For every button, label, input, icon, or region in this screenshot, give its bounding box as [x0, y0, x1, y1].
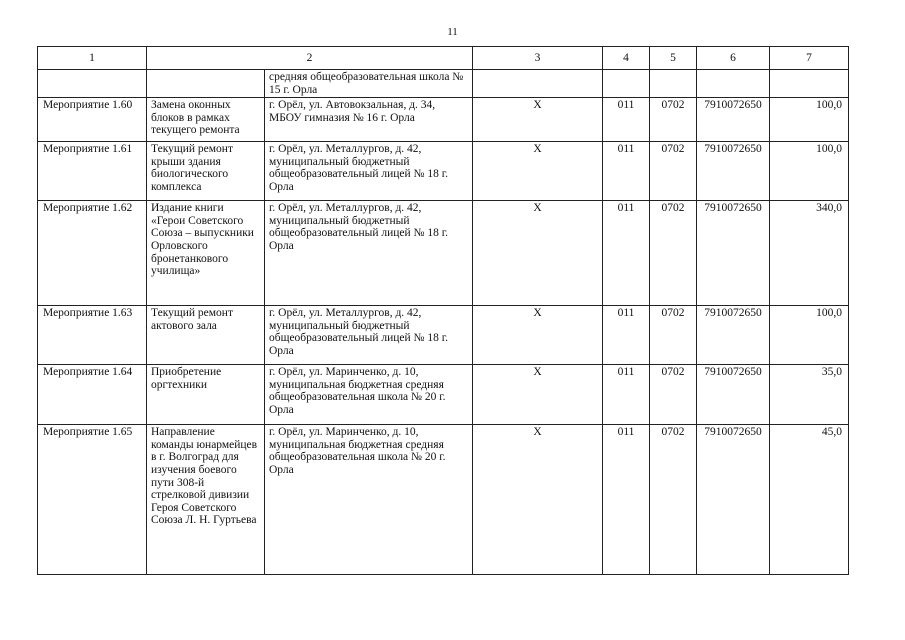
col6-cell: 7910072650	[697, 98, 770, 142]
col5-cell	[650, 70, 697, 98]
table-row	[38, 98, 849, 142]
header-cell-2: 2	[147, 47, 473, 70]
name-cell	[147, 70, 265, 98]
col4-cell: 011	[603, 98, 650, 142]
name-cell: Направление команды юнармейцев в г. Волгоград для изучения боевого пути 308-й стрелковой дивизии Героя Советского Союза Л. Н. Гуртьева	[147, 425, 265, 575]
address-cell: г. Орёл, ул. Металлургов, д. 42, муниципальный бюджетный общеобразовательный лицей № 18 г. Орла	[265, 306, 473, 365]
measure-cell: Мероприятие 1.65	[38, 425, 147, 575]
col6-cell	[697, 70, 770, 98]
address-cell: средняя общеобразовательная школа № 15 г. Орла	[265, 70, 473, 98]
table-row	[38, 425, 849, 575]
col6-cell: 7910072650	[697, 365, 770, 425]
name-cell: Замена оконных блоков в рамках текущего ремонта	[147, 98, 265, 142]
address-cell: г. Орёл, ул. Металлургов, д. 42, муниципальный бюджетный общеобразовательный лицей № 18 г. Орла	[265, 142, 473, 201]
table-row	[38, 306, 849, 365]
budget-table	[37, 46, 849, 575]
page-number: 11	[447, 26, 458, 38]
address-cell: г. Орёл, ул. Маринченко, д. 10, муниципальная бюджетная средняя общеобразовательная школа № 20 г. Орла	[265, 425, 473, 575]
col7-cell: 35,0	[770, 365, 849, 425]
name-cell: Издание книги «Герои Советского Союза – выпускники Орловского бронетанкового училища»	[147, 201, 265, 306]
col7-cell: 100,0	[770, 142, 849, 201]
col7-cell: 45,0	[770, 425, 849, 575]
name-cell: Текущий ремонт актового зала	[147, 306, 265, 365]
col3-cell: Х	[473, 201, 603, 306]
address-cell: г. Орёл, ул. Маринченко, д. 10, муниципальная бюджетная средняя общеобразовательная школа № 20 г. Орла	[265, 365, 473, 425]
header-cell-7: 7	[770, 47, 849, 70]
header-cell-1: 1	[38, 47, 147, 70]
col5-cell: 0702	[650, 142, 697, 201]
col7-cell	[770, 70, 849, 98]
col3-cell: Х	[473, 425, 603, 575]
col7-cell: 340,0	[770, 201, 849, 306]
col4-cell: 011	[603, 365, 650, 425]
col3-cell: Х	[473, 306, 603, 365]
measure-cell: Мероприятие 1.61	[38, 142, 147, 201]
measure-cell: Мероприятие 1.63	[38, 306, 147, 365]
address-cell: г. Орёл, ул. Автовокзальная, д. 34, МБОУ гимназия № 16 г. Орла	[265, 98, 473, 142]
col3-cell: Х	[473, 365, 603, 425]
col5-cell: 0702	[650, 201, 697, 306]
col7-cell: 100,0	[770, 98, 849, 142]
col4-cell	[603, 70, 650, 98]
table-header-row	[38, 47, 849, 70]
col5-cell: 0702	[650, 425, 697, 575]
col4-cell: 011	[603, 425, 650, 575]
header-cell-5: 5	[650, 47, 697, 70]
table-row	[38, 365, 849, 425]
col5-cell: 0702	[650, 98, 697, 142]
name-cell: Приобретение оргтехники	[147, 365, 265, 425]
col3-cell: Х	[473, 98, 603, 142]
header-cell-3: 3	[473, 47, 603, 70]
col6-cell: 7910072650	[697, 425, 770, 575]
col5-cell: 0702	[650, 306, 697, 365]
name-cell: Текущий ремонт крыши здания биологического комплекса	[147, 142, 265, 201]
col6-cell: 7910072650	[697, 142, 770, 201]
col4-cell: 011	[603, 142, 650, 201]
measure-cell: Мероприятие 1.62	[38, 201, 147, 306]
table-row	[38, 201, 849, 306]
col3-cell	[473, 70, 603, 98]
col3-cell: Х	[473, 142, 603, 201]
col5-cell: 0702	[650, 365, 697, 425]
address-cell: г. Орёл, ул. Металлургов, д. 42, муниципальный бюджетный общеобразовательный лицей № 18 г. Орла	[265, 201, 473, 306]
measure-cell	[38, 70, 147, 98]
col6-cell: 7910072650	[697, 306, 770, 365]
col4-cell: 011	[603, 201, 650, 306]
header-cell-6: 6	[697, 47, 770, 70]
table-row	[38, 70, 849, 98]
measure-cell: Мероприятие 1.64	[38, 365, 147, 425]
measure-cell: Мероприятие 1.60	[38, 98, 147, 142]
table-row	[38, 142, 849, 201]
header-cell-4: 4	[603, 47, 650, 70]
col6-cell: 7910072650	[697, 201, 770, 306]
col7-cell: 100,0	[770, 306, 849, 365]
col4-cell: 011	[603, 306, 650, 365]
